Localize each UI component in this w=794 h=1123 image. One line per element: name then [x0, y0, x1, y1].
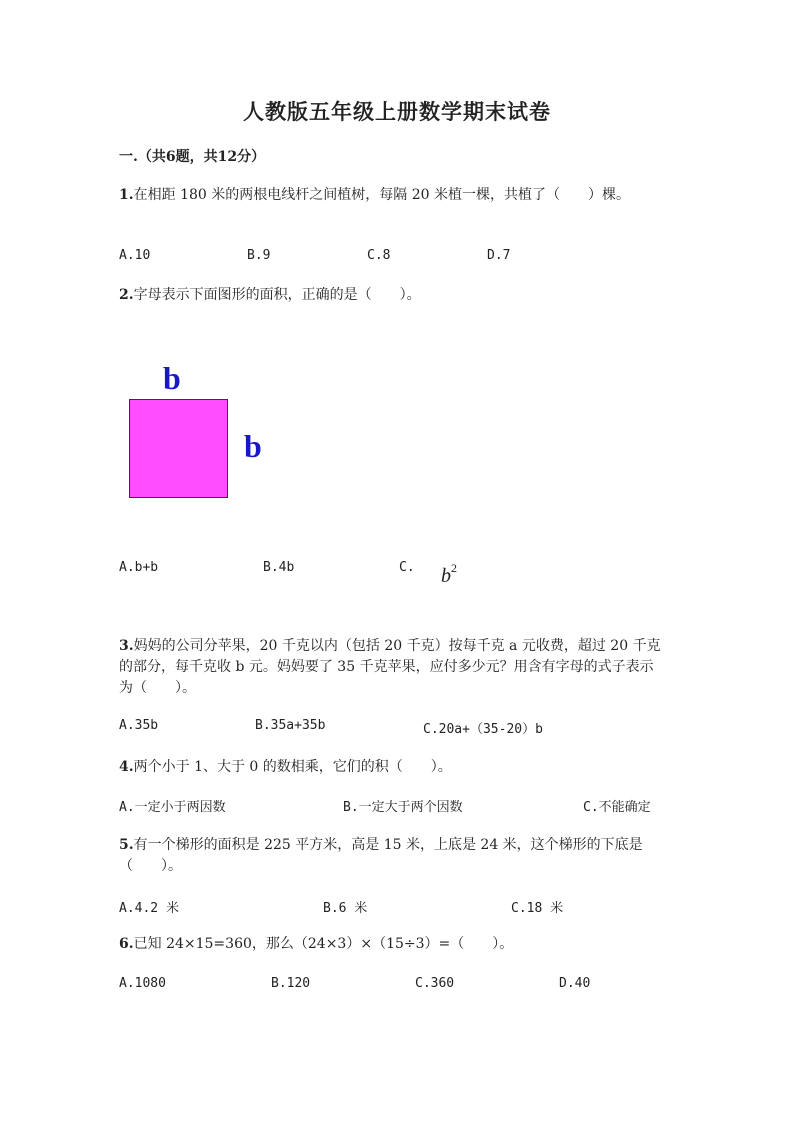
square-side-label: b	[244, 428, 262, 464]
question-number: 4.	[119, 759, 134, 775]
square-top-label: b	[163, 360, 181, 396]
question-text: 有一个梯形的面积是 225 平方米，高是 15 米，上底是 24 米，这个梯形的下底是（ ）。	[119, 837, 643, 874]
question-text: 妈妈的公司分苹果，20 千克以内（包括 20 千克）按每千克 a 元收费，超过 20 千克的部分，每千克收 b 元。妈妈要了 35 千克苹果，应付多少元？用含有字母的式子表示为（ ）。	[119, 638, 661, 696]
section-heading: 一.（共6题，共12分）	[119, 149, 266, 165]
option-c: C.8	[367, 248, 391, 263]
option-c: C.18 米	[511, 901, 564, 916]
option-b: B.35a+35b	[255, 718, 326, 733]
question-text: 在相距 180 米的两根电线杆之间植树，每隔 20 米植一棵，共植了（ ）棵。	[133, 187, 630, 203]
question-number: 6.	[119, 936, 134, 952]
option-a: A.b+b	[119, 560, 159, 575]
question-2	[119, 285, 664, 306]
question-4	[119, 757, 664, 778]
option-c: C.不能确定	[583, 800, 651, 815]
option-c: C.	[399, 560, 415, 575]
question-3	[119, 636, 664, 699]
question-number: 1.	[119, 187, 134, 203]
question-6	[119, 934, 664, 955]
option-c: C.360	[415, 976, 455, 991]
option-c: C.20a+（35-20）b	[423, 722, 543, 737]
option-d: D.40	[559, 976, 591, 991]
question-5	[119, 835, 664, 877]
option-a: A.10	[119, 248, 151, 263]
option-c-math	[441, 561, 457, 588]
option-b: B.6 米	[323, 901, 368, 916]
question-text: 已知 24×15=360，那么（24×3）×（15÷3）=（ ）。	[133, 936, 514, 952]
square-figure	[129, 399, 228, 498]
option-a: A.4.2 米	[119, 901, 179, 916]
option-b: B.4b	[263, 560, 295, 575]
option-a: A.1080	[119, 976, 166, 991]
option-a: A.35b	[119, 718, 159, 733]
question-number: 2.	[119, 287, 134, 303]
option-b: B.一定大于两个因数	[343, 800, 463, 815]
math-base: b	[441, 565, 451, 587]
option-a: A.一定小于两因数	[119, 800, 226, 815]
question-text: 两个小于 1、大于 0 的数相乘，它们的积（ ）。	[133, 759, 452, 775]
question-text: 字母表示下面图形的面积，正确的是（ ）。	[133, 287, 421, 303]
question-1	[119, 185, 664, 206]
option-b: B.9	[247, 248, 271, 263]
page-title: 人教版五年级上册数学期末试卷	[243, 99, 551, 124]
math-exponent: 2	[451, 561, 457, 575]
option-b: B.120	[271, 976, 311, 991]
option-d: D.7	[487, 248, 511, 263]
question-number: 5.	[119, 837, 134, 853]
question-number: 3.	[119, 638, 134, 654]
